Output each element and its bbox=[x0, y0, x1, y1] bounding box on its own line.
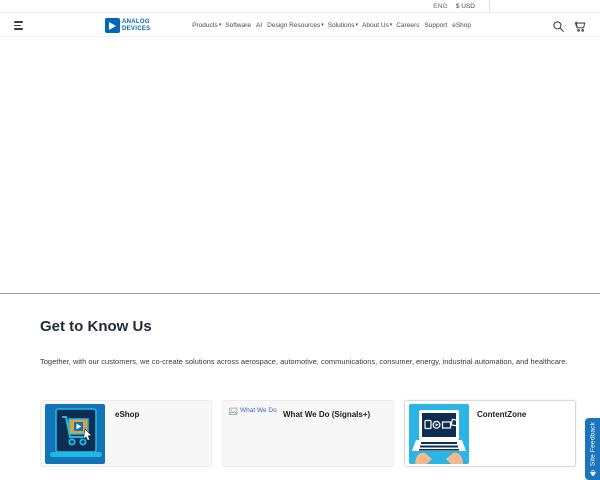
adi-play-triangle-icon bbox=[105, 18, 120, 33]
site-feedback-label: Site Feedback bbox=[589, 421, 596, 467]
nav-item-eshop[interactable]: eShop bbox=[452, 22, 471, 29]
card-what-we-do[interactable] bbox=[222, 400, 394, 467]
card-label: ContentZone bbox=[477, 410, 527, 419]
nav-item-software[interactable]: Software bbox=[225, 22, 251, 29]
section-description: Together, with our customers, we co-create solutions across aerospace, automotive, communications, consumer, energy, industrial automation, and healthcare. bbox=[40, 357, 568, 366]
broken-image-alt-text: What We Do bbox=[240, 407, 277, 414]
card-contentzone[interactable] bbox=[404, 400, 576, 467]
nav-item-products[interactable]: Products ▾ bbox=[192, 22, 222, 29]
site-feedback-button[interactable] bbox=[585, 418, 600, 480]
utility-bar bbox=[0, 0, 600, 13]
card-row bbox=[40, 400, 576, 467]
nav-item-careers[interactable]: Careers bbox=[396, 22, 420, 29]
nav-item-about-us[interactable]: About Us ▾ bbox=[362, 22, 393, 29]
nav-item-support[interactable]: Support bbox=[424, 22, 448, 29]
logo-line1: ANALOG bbox=[122, 19, 150, 25]
main-header bbox=[0, 14, 600, 37]
eshop-laptop-cart-illustration bbox=[45, 404, 105, 464]
chevron-down-icon: ▾ bbox=[321, 22, 324, 28]
cart-icon[interactable] bbox=[572, 18, 588, 34]
section-divider bbox=[0, 293, 600, 294]
megaphone-icon bbox=[589, 469, 596, 476]
nav-item-design-resources[interactable]: Design Resources ▾ bbox=[267, 22, 324, 29]
card-label: What We Do (Signals+) bbox=[283, 410, 371, 419]
chevron-down-icon: ▾ bbox=[355, 22, 359, 28]
broken-image-icon bbox=[229, 407, 277, 416]
language-selector[interactable]: ENG bbox=[433, 2, 448, 10]
contentzone-typing-laptop-illustration bbox=[409, 404, 469, 464]
card-eshop[interactable] bbox=[40, 400, 212, 467]
chevron-down-icon: ▾ bbox=[218, 22, 222, 28]
analog-devices-logo[interactable] bbox=[105, 18, 150, 33]
hamburger-menu-icon[interactable] bbox=[14, 21, 24, 30]
search-icon[interactable] bbox=[550, 18, 566, 34]
nav-item-solutions[interactable]: Solutions ▾ bbox=[327, 22, 359, 29]
logo-line2: DEVICES bbox=[122, 25, 151, 32]
nav-item-ai[interactable]: AI bbox=[255, 22, 263, 29]
currency-selector[interactable]: $ USD bbox=[455, 2, 475, 10]
section-title: Get to Know Us bbox=[40, 318, 152, 335]
topbar-divider bbox=[489, 0, 490, 13]
chevron-down-icon: ▾ bbox=[389, 22, 393, 28]
card-label: eShop bbox=[115, 410, 140, 419]
primary-nav bbox=[191, 14, 473, 37]
